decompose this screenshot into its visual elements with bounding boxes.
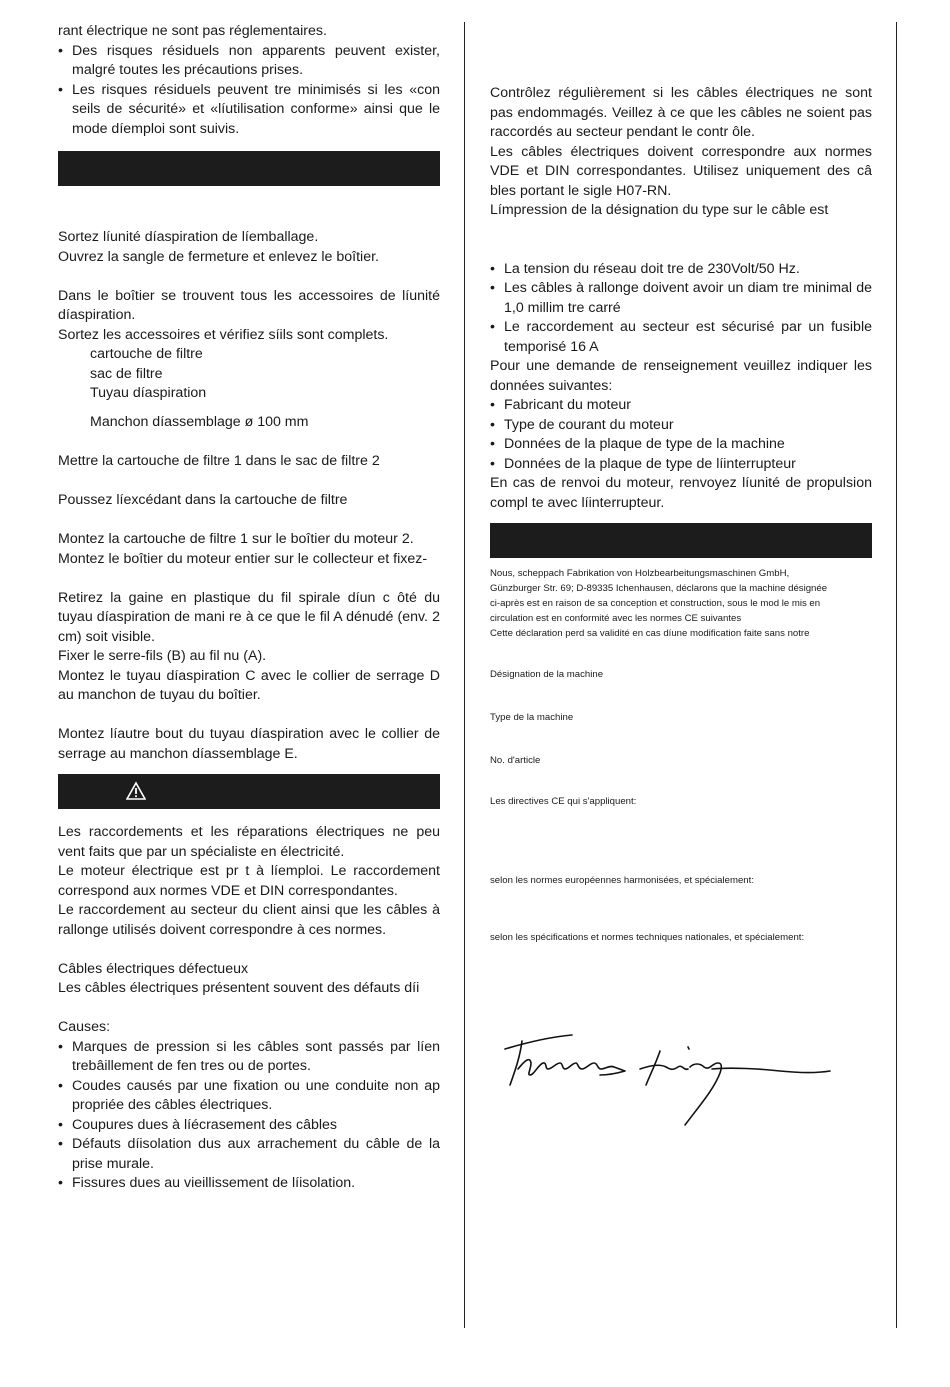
bullet-item: • La tension du réseau doit tre de 230Volt/50 Hz.	[490, 260, 872, 280]
paragraph: Contrôlez régulièrement si les câbles électriques ne sont pas endommagés. Veillez à ce que les câbles ne soient pas raccordés au secteur pendant le contr ôle.	[490, 85, 872, 140]
paragraph: Le raccordement au secteur du client ainsi que les câbles à rallonge utilisés doivent correspondre à ces normes.	[58, 902, 440, 938]
declaration-field-label: Type de la machine	[490, 712, 574, 723]
right-column	[490, 22, 872, 1129]
bullet-item: • Des risques résiduels non apparents peuvent exister, malgré toutes les précautions prises.	[58, 42, 440, 81]
paragraph: rant électrique ne sont pas réglementaires.	[58, 23, 327, 39]
paragraph: Tuyau díaspiration	[90, 385, 207, 401]
paragraph: Mettre la cartouche de filtre 1 dans le sac de filtre 2	[58, 453, 380, 470]
paragraph: sac de filtre	[90, 365, 163, 382]
spacer	[58, 706, 440, 726]
right-border	[896, 22, 897, 1328]
assembly-section	[58, 228, 440, 764]
paragraph: En cas de renvoi du moteur, renvoyez líunité de propulsion compl te avec líinterrupteur.	[490, 475, 872, 511]
cable-check-section	[490, 84, 872, 513]
section-header-bar-declaration	[490, 523, 872, 558]
electrical-connection-section	[58, 823, 440, 1194]
declaration-intro	[490, 566, 872, 641]
spacer	[58, 267, 440, 287]
residual-risks-section	[58, 22, 440, 139]
bullet-item: • Défauts díisolation dus aux arrachement du câble de la prise murale.	[58, 1135, 440, 1174]
paragraph: Límpression de la désignation du type sur le câble est	[490, 202, 829, 218]
declaration-intro-line: Cette déclaration perd sa validité en cas díune modification faite sans notre	[490, 628, 810, 639]
bullet-item: • Type de courant du moteur	[490, 416, 872, 436]
paragraph: Ouvrez la sangle de fermeture et enlevez le boîtier.	[58, 248, 379, 265]
declaration-intro-line: Günzburger Str. 69; D-89335 Ichenhausen, déclarons que la machine désignée	[490, 583, 828, 594]
bullet-item: • Fissures dues au vieillissement de líisolation.	[58, 1174, 440, 1194]
paragraph: Poussez líexcédant dans la cartouche de filtre	[58, 492, 348, 509]
bullet-item: • Marques de pression si les câbles sont passés par líen trebâillement de fen tres ou de portes.	[58, 1038, 440, 1077]
declaration-intro-line: circulation est en conformité avec les normes CE suivantes	[490, 613, 742, 624]
declaration-field-label: No. d'article	[490, 755, 541, 766]
paragraph: Le moteur électrique est pr t à líemploi. Le raccordement correspond aux normes VDE et DIN correspondantes.	[58, 863, 440, 899]
declaration-intro-line: Nous, scheppach Fabrikation von Holzbearbeitungsmaschinen GmbH,	[490, 568, 790, 579]
bullet-item: • Données de la plaque de type de la machine	[490, 435, 872, 455]
declaration-field-label: Désignation de la machine	[490, 669, 604, 680]
paragraph: Montez le boîtier du moteur entier sur le collecteur et fixez-	[58, 550, 428, 567]
warning-icon	[126, 781, 146, 801]
declaration-field-label: Les directives CE qui s'appliquent:	[490, 796, 637, 807]
spacer	[58, 999, 440, 1019]
column-divider	[464, 22, 465, 1328]
declaration-section	[490, 566, 872, 945]
spacer	[58, 511, 440, 531]
paragraph: Causes:	[58, 1019, 111, 1036]
paragraph: Fixer le serre-fils (B) au fil nu (A).	[58, 648, 267, 665]
paragraph: Montez la cartouche de filtre 1 sur le boîtier du moteur 2.	[58, 531, 414, 548]
paragraph: Les câbles électriques présentent souvent des défauts díi	[58, 980, 420, 997]
spacer	[58, 433, 440, 453]
declaration-field-label: selon les spécifications et normes techniques nationales, et spécialement:	[490, 932, 805, 943]
paragraph: Câbles électriques défectueux	[58, 960, 249, 977]
paragraph: cartouche de filtre	[90, 346, 203, 362]
spacer	[490, 221, 872, 260]
paragraph: Pour une demande de renseignement veuillez indiquer les données suivantes:	[490, 358, 872, 394]
spacer	[58, 569, 440, 589]
paragraph: Dans le boîtier se trouvent tous les accessoires de líunité díaspiration.	[58, 287, 440, 323]
bullet-item: • Coudes causés par une fixation ou une conduite non ap propriée des câbles électriques.	[58, 1077, 440, 1116]
left-column	[58, 22, 440, 1194]
bullet-item: • Le raccordement au secteur est sécurisé par un fusible temporisé 16 A	[490, 318, 872, 357]
paragraph: Les câbles électriques doivent correspondre aux normes VDE et DIN correspondantes. Utilisez uniquement des câ bles portant le sigle H07-RN.	[490, 143, 872, 199]
declaration-field-label: selon les normes européennes harmonisées, et spécialement:	[490, 875, 754, 886]
paragraph: Manchon díassemblage ø 100 mm	[90, 414, 309, 431]
paragraph: Sortez les accessoires et vérifiez síils sont complets.	[58, 326, 389, 343]
spacer	[58, 404, 440, 414]
bullet-item: • Les risques résiduels peuvent tre minimisés si les «con seils de sécurité» et «líutilisation conforme» ainsi que le mode díemploi sont suivis.	[58, 81, 440, 140]
paragraph: Sortez líunité díaspiration de líemballage.	[58, 229, 319, 245]
spacer	[58, 940, 440, 960]
bullet-item: • Les câbles à rallonge doivent avoir un diam tre minimal de 1,0 millim tre carré	[490, 279, 872, 318]
section-header-bar-electrical	[58, 774, 440, 809]
paragraph: Montez líautre bout du tuyau díaspiration avec le collier de serrage au manchon díassemblage E.	[58, 726, 440, 762]
paragraph: Retirez la gaine en plastique du fil spirale díun c ôté du tuyau díaspiration de mani re à ce que le fil A dénudé (env. 2 cm) soit visible.	[58, 589, 440, 645]
section-header-bar-assembly	[58, 151, 440, 186]
spacer	[58, 472, 440, 492]
paragraph: Les raccordements et les réparations électriques ne peu vent faits que par un spécialiste en électricité.	[58, 824, 440, 860]
signature-image	[500, 1029, 840, 1129]
bullet-item: • Coupures dues à líécrasement des câbles	[58, 1116, 440, 1136]
declaration-intro-line: ci-après est en raison de sa conception et construction, sous le mod le mis en	[490, 598, 821, 609]
bullet-item: • Données de la plaque de type de líinterrupteur	[490, 455, 872, 475]
bullet-item: • Fabricant du moteur	[490, 396, 872, 416]
paragraph: Montez le tuyau díaspiration C avec le collier de serrage D au manchon de tuyau du boîtier.	[58, 667, 440, 704]
